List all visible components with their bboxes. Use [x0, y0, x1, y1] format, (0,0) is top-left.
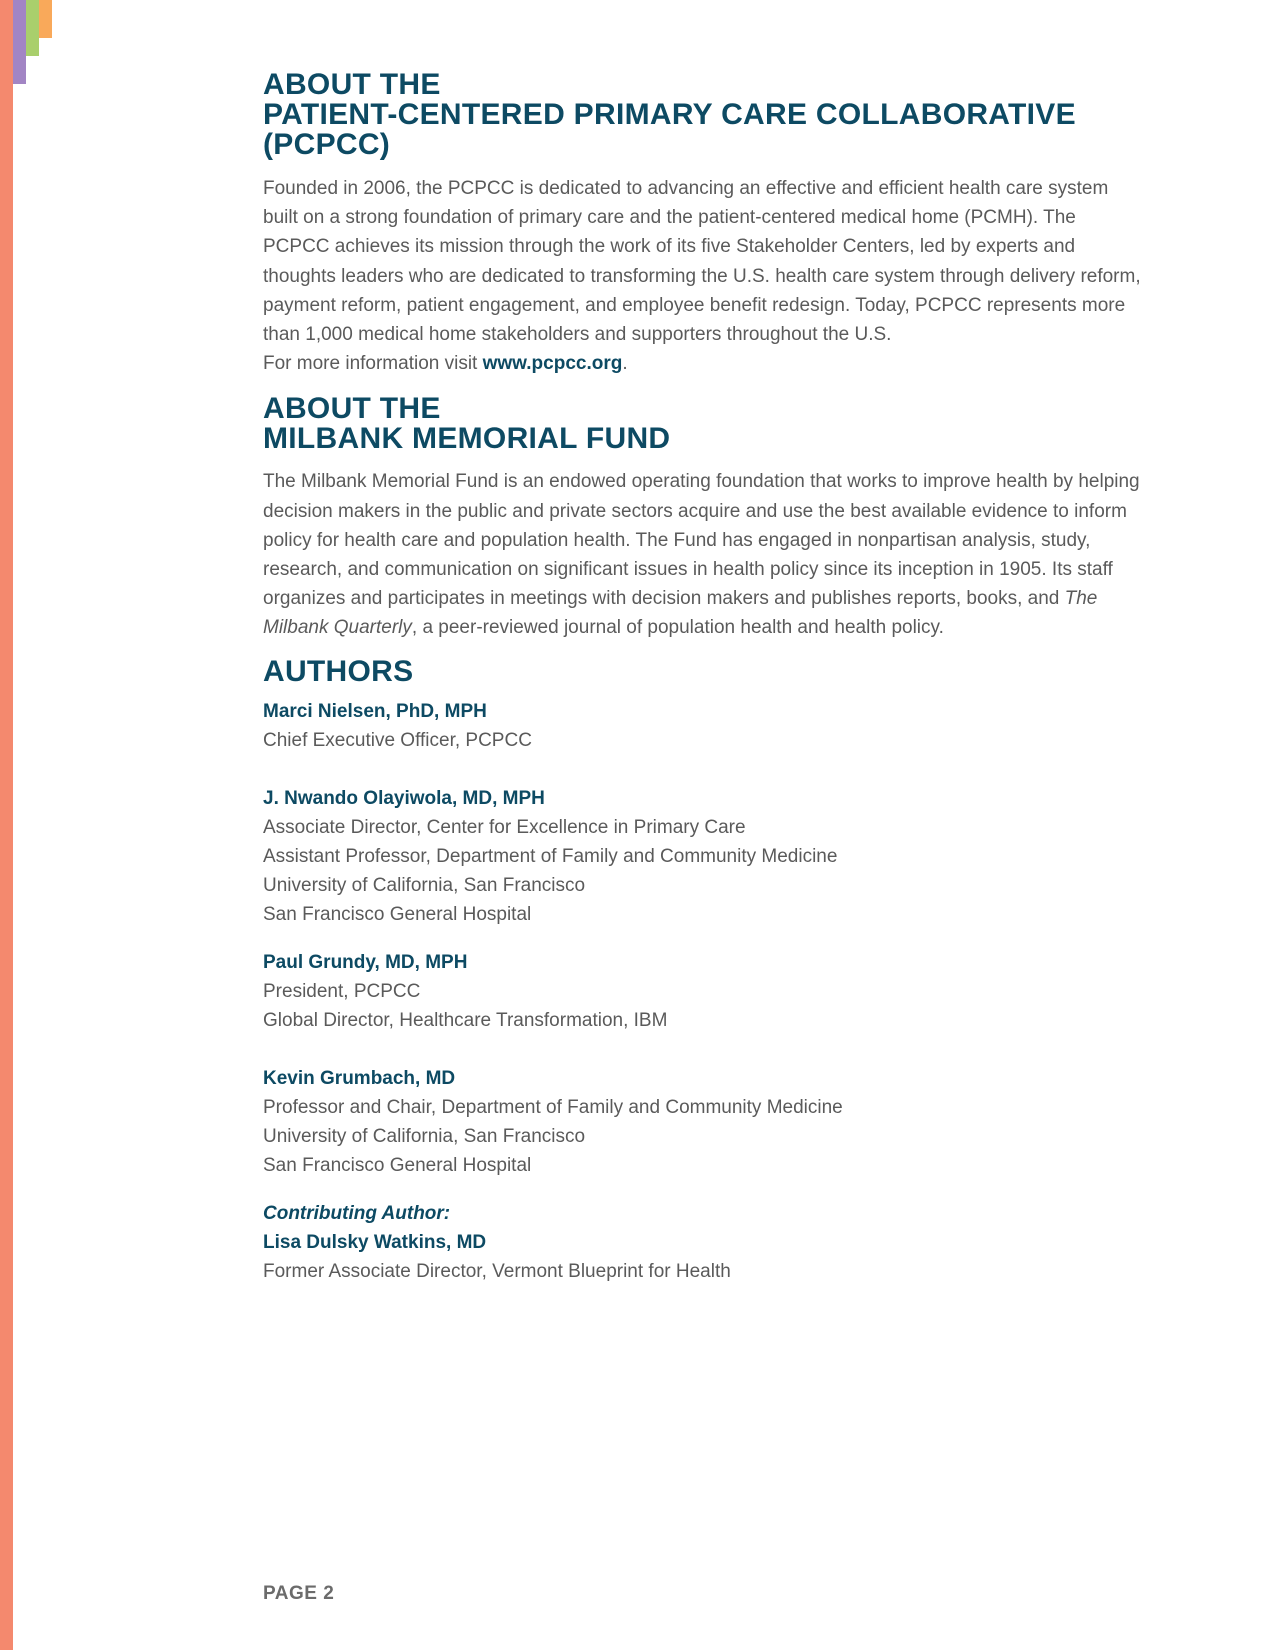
author-role: Professor and Chair, Department of Family and Community Medicine	[263, 1097, 843, 1119]
author-role: University of California, San Francisco	[263, 875, 586, 897]
author-role: Chief Executive Officer, PCPCC	[263, 729, 532, 751]
contributing-author-block	[263, 1199, 1143, 1286]
pcpcc-heading-line-2: PATIENT-CENTERED PRIMARY CARE COLLABORATIVE	[263, 98, 1076, 131]
author-role: Assistant Professor, Department of Family and Community Medicine	[263, 846, 838, 868]
milbank-body	[263, 467, 1143, 642]
author-name: Marci Nielsen, PhD, MPH	[263, 700, 487, 722]
authors-section	[263, 654, 1143, 1286]
author-role: Global Director, Healthcare Transformation, IBM	[263, 1009, 668, 1031]
author-block	[263, 948, 1143, 1035]
pcpcc-heading-line-3: (PCPCC)	[263, 128, 391, 161]
decorative-side-bar-coral	[0, 0, 13, 1650]
milbank-body-end-suffix: , a peer-reviewed journal of population health and health policy.	[411, 617, 944, 639]
author-role: San Francisco General Hospital	[263, 1155, 532, 1177]
pcpcc-more-info-prefix: For more information visit	[263, 353, 483, 375]
decorative-side-bar-purple	[13, 0, 26, 84]
pcpcc-heading-line-1: ABOUT THE	[263, 68, 441, 101]
milbank-journal-title: The Milbank Quarterly	[263, 588, 1098, 639]
pcpcc-heading	[263, 70, 1143, 160]
author-role: University of California, San Francisco	[263, 1126, 586, 1148]
pcpcc-more-info-suffix: .	[622, 353, 628, 375]
author-block	[263, 1064, 1143, 1181]
author-name: J. Nwando Olayiwola, MD, MPH	[263, 787, 545, 809]
milbank-heading	[263, 394, 1143, 454]
author-block	[263, 697, 1143, 755]
author-role: San Francisco General Hospital	[263, 904, 532, 926]
pcpcc-section	[263, 70, 1143, 378]
pcpcc-body-text: Founded in 2006, the PCPCC is dedicated to advancing an effective and efficient health care system built on a strong foundation of primary care and the patient-centered medical home (PCMH). The PCPCC achieves its mission through the work of its five Stakeholder Centers, led by experts and thoughts leaders who are dedicated to transforming the U.S. health care system through delivery reform, payment reform, patient engagement, and employee benefit redesign. Today, PCPCC represents more than 1,000 medical home stakeholders and supporters throughout the U.S.	[263, 178, 1141, 346]
page-number: PAGE 2	[263, 1583, 335, 1604]
contributing-author-role: Former Associate Director, Vermont Blueprint for Health	[263, 1260, 731, 1282]
milbank-body-text: The Milbank Memorial Fund is an endowed operating foundation that works to improve health by helping decision makers in the public and private sectors acquire and use the best available evidence to inform policy for health care and population health. The Fund has engaged in nonpartisan analysis, study, research, and communication on significant issues in health policy since its inception in 1905. Its staff organizes and participates in meetings with decision makers and publishes reports, books,	[263, 471, 1140, 610]
milbank-heading-line-2: MILBANK MEMORIAL FUND	[263, 422, 671, 456]
decorative-side-bar-orange	[39, 0, 52, 38]
contributing-author-label: Contributing Author:	[263, 1202, 451, 1224]
author-role: Associate Director, Center for Excellence in Primary Care	[263, 816, 746, 838]
contributing-author-name: Lisa Dulsky Watkins, MD	[263, 1231, 487, 1253]
page-content	[263, 70, 1143, 1286]
pcpcc-website-link[interactable]: www.pcpcc.org	[482, 353, 623, 375]
author-block	[263, 784, 1143, 930]
milbank-heading-line-1: ABOUT THE	[263, 392, 441, 426]
milbank-section	[263, 394, 1143, 642]
author-role: President, PCPCC	[263, 980, 421, 1002]
milbank-body-end-prefix: and	[1027, 588, 1065, 610]
pcpcc-body	[263, 174, 1143, 378]
author-name: Kevin Grumbach, MD	[263, 1068, 456, 1090]
decorative-side-bar-green	[26, 0, 39, 56]
author-name: Paul Grundy, MD, MPH	[263, 951, 468, 973]
authors-heading: AUTHORS	[263, 654, 414, 688]
